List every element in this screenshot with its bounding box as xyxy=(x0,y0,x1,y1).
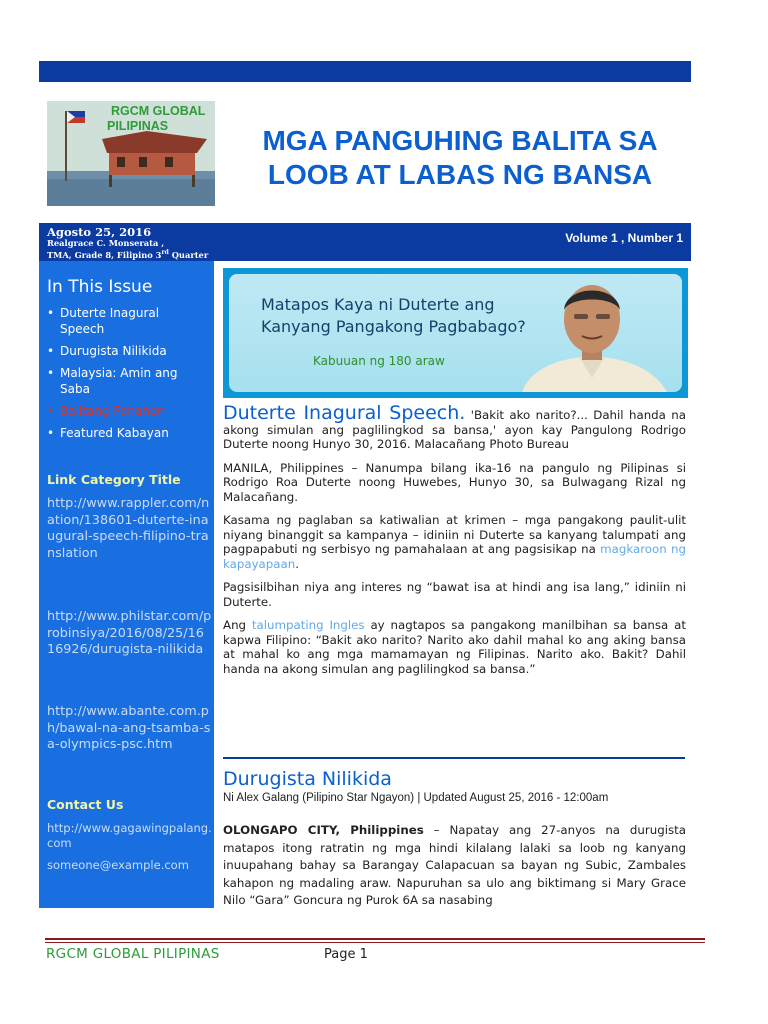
newsletter-title-line1: MGA PANGUHING BALITA SA xyxy=(262,125,658,156)
president-portrait xyxy=(502,274,682,392)
article-duterte xyxy=(223,402,687,685)
author-line1: Realgrace C. Monserata , xyxy=(47,238,165,248)
author-grade: TMA, Grade 8, Filipino 3 xyxy=(47,249,162,260)
logo-text-line1: RGCM GLOBAL xyxy=(111,104,206,118)
feature-banner-panel xyxy=(229,274,682,392)
link-philstar[interactable]: http://www.philstar.com/probinsiya/2016/08/25/1616926/durugista-nilikida xyxy=(47,609,212,657)
author-quarter: Quarter xyxy=(168,249,209,260)
footer-page-number: Page 1 xyxy=(324,947,368,962)
article-durugista-text: – Napatay ang 27-anyos na durugista matapos itong ratratin ng mga hindi kilalang lalaki sa loob ng kanyang inuupahang bahay sa Barangay Calapacuan sa bayan ng Subic, Zambales kahapon ng madaling araw. Napuruhan sa ulo ang biktimang si Mary Grace Nilo “Gara” Goncura ng Purok 6A sa nasabing xyxy=(223,823,686,907)
article-durugista xyxy=(223,822,686,919)
logo-text-line2: PILIPINAS xyxy=(107,119,169,133)
article-duterte-p2: MANILA, Philippines – Nanumpa bilang ika-16 na pangulo ng Pilipinas si Rodrigo Roa Duterte noong Huwebes, Hunyo 30, sa Bulwagang Rizal ng Malacañang. xyxy=(223,460,686,504)
logo-text xyxy=(107,104,206,134)
banner-question-line2: Kanyang Pangakong Pagbabago? xyxy=(261,317,526,336)
link-kapayapaan[interactable]: magkaroon ng kapayapaan xyxy=(223,542,687,571)
article-duterte-p3 xyxy=(223,513,686,571)
article-duterte-lead-text: 'Bakit ako narito?... Dahil handa na akong simulan ang paglilingkod sa bansa,' ayon kay Pangulong Rodrigo Duterte noong Hunyo 30, 2016. Malacañang Photo Bureau xyxy=(223,408,686,451)
issue-info-bar xyxy=(39,223,691,261)
contact-title: Contact Us xyxy=(47,797,124,812)
article-duterte-lead xyxy=(223,402,686,452)
issue-contents-list xyxy=(47,305,207,447)
article-duterte-p3-text: Kasama ng paglaban sa katiwalian at krimen – mga pangakong paulit-ulit niyang binanggit sa kampanya – idiniin ni Duterte sa kanyang talumpati ang pagpapabuti ng serbisyo ng pamahalaan at ang pagsisikap na xyxy=(223,513,686,556)
section-divider xyxy=(223,757,685,759)
author-sup: rd xyxy=(161,249,169,256)
footer-publication-name: RGCM GLOBAL PILIPINAS xyxy=(46,946,220,962)
footer-rule-thin xyxy=(45,942,705,943)
article-durugista-dateline: OLONGAPO CITY, Philippines xyxy=(223,823,424,837)
article-durugista-heading: Durugista Nilikida xyxy=(223,768,392,790)
contact-website-link[interactable]: http://www.gagawingpalang.com xyxy=(47,821,212,850)
article-durugista-body xyxy=(223,822,686,910)
article-duterte-p5 xyxy=(223,618,686,676)
article-duterte-p5-text: ay nagtapos sa pangakong manilbihan sa bansa at kapwa Filipino: “Bakit ako narito? Narito ako dahil mahal ko ang aking bansa at mahal ko ang mga mamamayan ng Filipinas. Narito ako. Bakit? Dahil handa na akong simulan ang paglilingkod sa bansa.” xyxy=(223,618,686,676)
contents-item-durugista[interactable]: • Durugista Nilikida xyxy=(47,343,207,359)
issue-date: Agosto 25, 2016 xyxy=(47,225,152,239)
issue-author xyxy=(47,238,208,260)
contact-email-link[interactable]: someone@example.com xyxy=(47,858,189,872)
logo xyxy=(47,101,215,206)
banner-subtitle: Kabuuan ng 180 araw xyxy=(313,354,445,368)
newsletter-title xyxy=(240,124,680,192)
banner-question-line1: Matapos Kaya ni Duterte ang xyxy=(261,295,495,314)
article-durugista-byline: Ni Alex Galang (Pilipino Star Ngayon) | Updated August 25, 2016 - 12:00am xyxy=(223,792,609,804)
sidebar xyxy=(39,261,214,908)
contents-item-panahon[interactable]: • Balitang Panahon xyxy=(47,403,207,419)
link-category-title: Link Category Title xyxy=(47,472,181,487)
link-talumpating-ingles[interactable]: talumpating Ingles xyxy=(251,618,365,632)
article-duterte-heading: Duterte Inagural Speech. xyxy=(223,402,466,424)
contents-item-kabayan[interactable]: • Featured Kabayan xyxy=(47,425,207,441)
top-banner-bar xyxy=(39,61,691,82)
article-duterte-p4: Pagsisilbihan niya ang interes ng “bawat isa at hindi ang isa lang,” idiniin ni Duterte. xyxy=(223,580,686,609)
contents-item-malaysia[interactable]: • Malaysia: Amin ang Saba xyxy=(47,365,207,397)
contents-item-duterte[interactable]: • Duterte Inagural Speech xyxy=(47,305,207,337)
feature-banner xyxy=(223,268,688,398)
article-duterte-p3-end: . xyxy=(295,556,299,571)
newsletter-title-line2: LOOB AT LABAS NG BANSA xyxy=(267,159,653,190)
volume-number: Volume 1 , Number 1 xyxy=(565,231,683,245)
sidebar-title: In This Issue xyxy=(47,277,153,297)
link-abante[interactable]: http://www.abante.com.ph/bawal-na-ang-tsamba-sa-olympics-psc.htm xyxy=(47,704,211,752)
article-duterte-p5-start: Ang xyxy=(223,618,252,632)
footer-rule xyxy=(45,938,705,940)
banner-question xyxy=(261,294,526,338)
author-line2 xyxy=(47,248,208,260)
link-rappler[interactable]: http://www.rappler.com/nation/138601-duterte-inaugural-speech-filipino-translation xyxy=(47,496,210,561)
